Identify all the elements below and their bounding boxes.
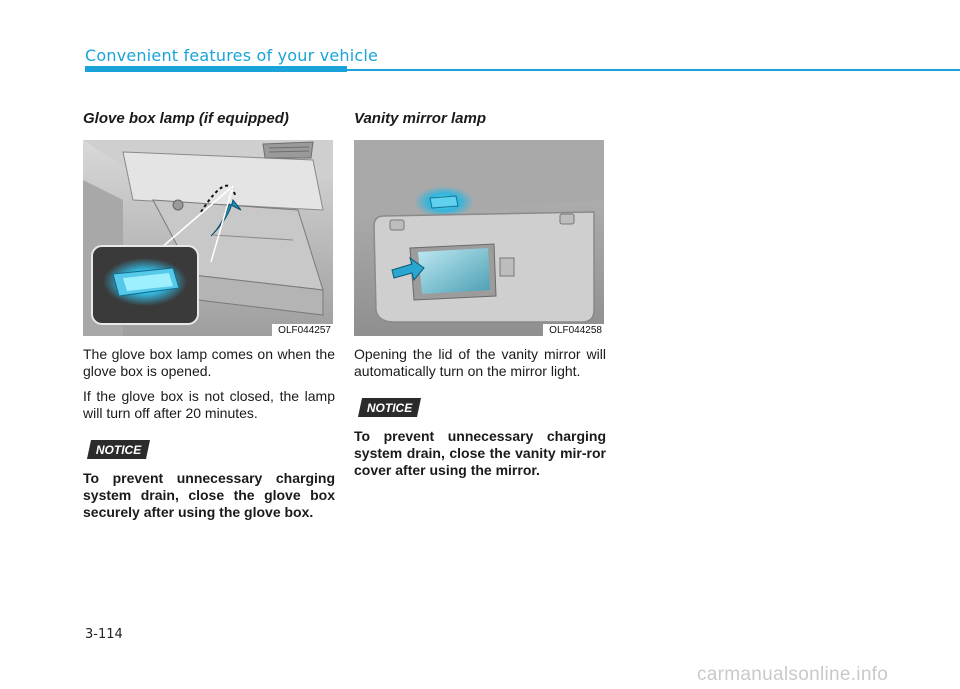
figure-code: OLF044258 [543,324,604,336]
watermark: carmanualsonline.info [697,664,889,685]
notice-label: NOTICE [366,401,413,415]
notice-badge [87,440,150,459]
glove-box-paragraph: If the glove box is not closed, the lamp will turn off after 20 minutes. [83,388,335,421]
section-title: Convenient features of your vehicle [85,46,379,65]
glove-box-illustration [83,140,333,336]
vanity-mirror-drawing [354,140,604,336]
vanity-mirror-notice-text: To prevent unnecessary charging system drain, close the vanity mir-ror cover after using the mirror. [354,428,606,478]
vanity-mirror-paragraph: Opening the lid of the vanity mirror will automatically turn on the mirror light. [354,346,606,379]
notice-badge [358,398,421,417]
glove-box-paragraph: The glove box lamp comes on when the glove box is opened. [83,346,335,379]
figure-code: OLF044257 [272,324,333,336]
header-bar [85,66,347,72]
header-rule [347,69,960,71]
glove-box-lamp-section [83,110,335,521]
notice-label: NOTICE [95,443,142,457]
glove-box-lamp-heading: Glove box lamp (if equipped) [83,110,289,127]
glove-box-notice-text: To prevent unnecessary charging system drain, close the glove box securely after using the glove box. [83,470,335,520]
glove-box-drawing [83,140,333,336]
page-number: 3-114 [85,627,123,642]
vanity-mirror-lamp-heading: Vanity mirror lamp [354,110,486,127]
vanity-mirror-lamp-section [354,110,606,479]
vanity-mirror-illustration [354,140,604,336]
